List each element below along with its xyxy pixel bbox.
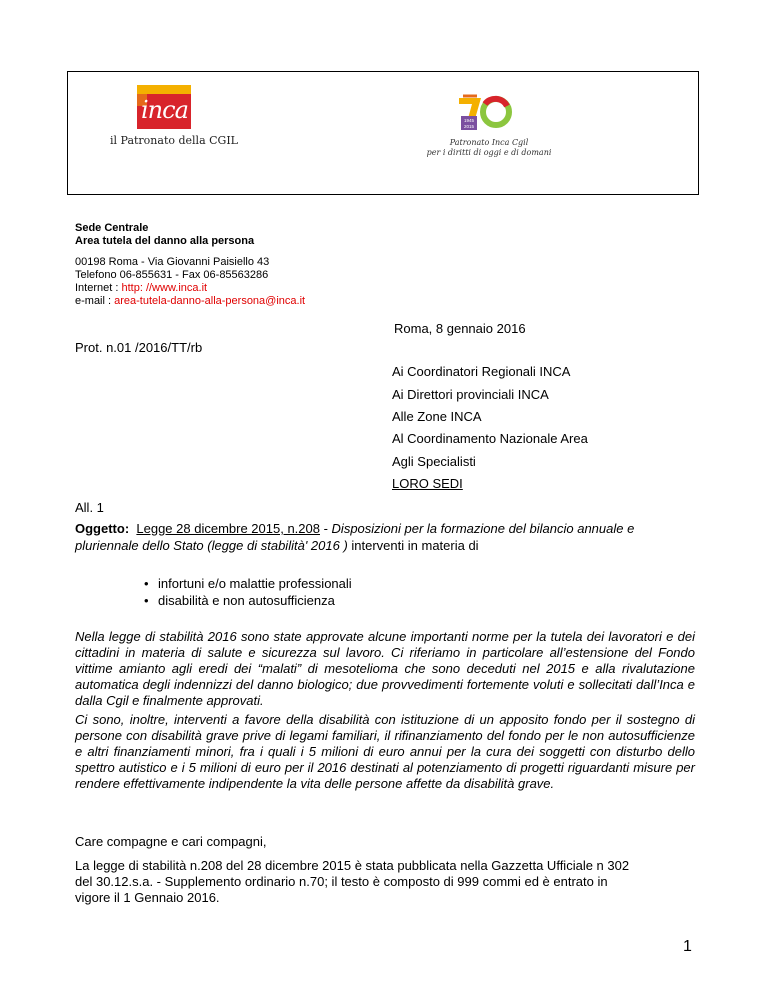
sender-internet bbox=[75, 282, 207, 295]
intro-paragraph: Nella legge di stabilità 2016 sono state approvate alcune importanti norme per la tutela dei lavoratori e dei cittadini in materia di salute e sicurezza sul lavoro. Ci riferiamo in particolare all’estensione del Fondo vittime amianto agli eredi dei “malati” di mesotelioma che sono deceduti nel 2015 e alla rivalutazione automatica degli indennizzi del danno biologico; due provvedimenti fortemente voluti e sollecitati dall’Inca e dalla Cgil e finalmente approvati. bbox=[75, 629, 695, 708]
topic-item: • infortuni e/o malattie professionali bbox=[144, 575, 352, 592]
recipient-2: Ai Direttori provinciali INCA bbox=[392, 387, 549, 402]
greeting: Care compagne e cari compagni, bbox=[75, 834, 267, 849]
inca-logo-text: inca bbox=[141, 96, 188, 124]
internet-link[interactable]: http: //www.inca.it bbox=[121, 282, 208, 294]
topics-list bbox=[144, 575, 352, 609]
body-line-2: del 30.12.s.a. - Supplemento ordinario n.70; il testo è composto di 999 commi ed è entrato in bbox=[75, 874, 608, 889]
seventy-anniversary-logo bbox=[455, 92, 513, 134]
subject-title-2: pluriennale dello Stato (legge di stabilità' 2016 ) bbox=[75, 538, 348, 553]
recipient-4: Al Coordinamento Nazionale Area bbox=[392, 431, 588, 446]
body-line-3: vigore il 1 Gennaio 2016. bbox=[75, 890, 220, 905]
subject-law: Legge 28 dicembre 2015, n.208 bbox=[136, 521, 320, 536]
sender-phone: Telefono 06-855631 - Fax 06-85563286 bbox=[75, 269, 269, 281]
protocol-number: Prot. n.01 /2016/TT/rb bbox=[75, 340, 203, 355]
sender-office: Sede Centrale bbox=[75, 222, 149, 234]
body-line-1: La legge di stabilità n.208 del 28 dicembre 2015 è stata pubblicata nella Gazzetta Ufficiale n 302 bbox=[75, 858, 630, 873]
sender-email bbox=[75, 295, 305, 308]
email-link[interactable]: area-tutela-danno-alla-persona@inca.it bbox=[114, 295, 306, 307]
sender-address: 00198 Roma - Via Giovanni Paisiello 43 bbox=[75, 256, 270, 268]
attachments-note: All. 1 bbox=[75, 500, 104, 515]
recipient-5: Agli Specialisti bbox=[392, 454, 476, 469]
subject-suffix: interventi in materia di bbox=[347, 538, 479, 553]
topic-item: • disabilità e non autosufficienza bbox=[144, 592, 352, 609]
internet-label: Internet : bbox=[75, 282, 122, 294]
subject-line2 bbox=[75, 538, 479, 553]
recipient-3: Alle Zone INCA bbox=[392, 409, 482, 424]
subject-line1 bbox=[75, 521, 634, 536]
subject-dash: - bbox=[319, 521, 332, 536]
inca-logo bbox=[137, 85, 191, 129]
recipient-6: LORO SEDI bbox=[392, 476, 463, 491]
seventy-caption-line1: Patronato Inca Cgil bbox=[449, 138, 529, 147]
seventy-caption-line2: per i diritti di oggi e di domani bbox=[426, 148, 552, 157]
inca-caption: il Patronato della CGIL bbox=[110, 134, 238, 147]
sender-area: Area tutela del danno alla persona bbox=[75, 235, 255, 247]
page-number: 1 bbox=[683, 938, 692, 955]
recipient-1: Ai Coordinatori Regionali INCA bbox=[392, 364, 571, 379]
subject-label: Oggetto: bbox=[75, 521, 130, 536]
seventy-caption bbox=[414, 138, 564, 158]
seventy-years-top: 1945 bbox=[463, 118, 475, 123]
seventy-years-bottom: 2015 bbox=[463, 124, 475, 129]
email-label: e-mail : bbox=[75, 295, 115, 307]
date-line: Roma, 8 gennaio 2016 bbox=[394, 321, 526, 336]
disability-paragraph: Ci sono, inoltre, interventi a favore della disabilità con istituzione di un apposito fondo per il sostegno di persone con disabilità grave prive di legami familiari, il rifinanziamento del fondo per le non autosufficienze e altri finanziamenti minori, fra i quali i 5 milioni di euro annui per la cura dei soggetti con disturbo dello spettro autistico e i 5 milioni di euro per il 2016 destinati al potenziamento di progetti riguardanti misure per rendere effettivamente indipendente la vita delle persone affette da disabilità grave. bbox=[75, 712, 695, 791]
subject-title-1: Disposizioni per la formazione del bilancio annuale e bbox=[331, 521, 635, 536]
